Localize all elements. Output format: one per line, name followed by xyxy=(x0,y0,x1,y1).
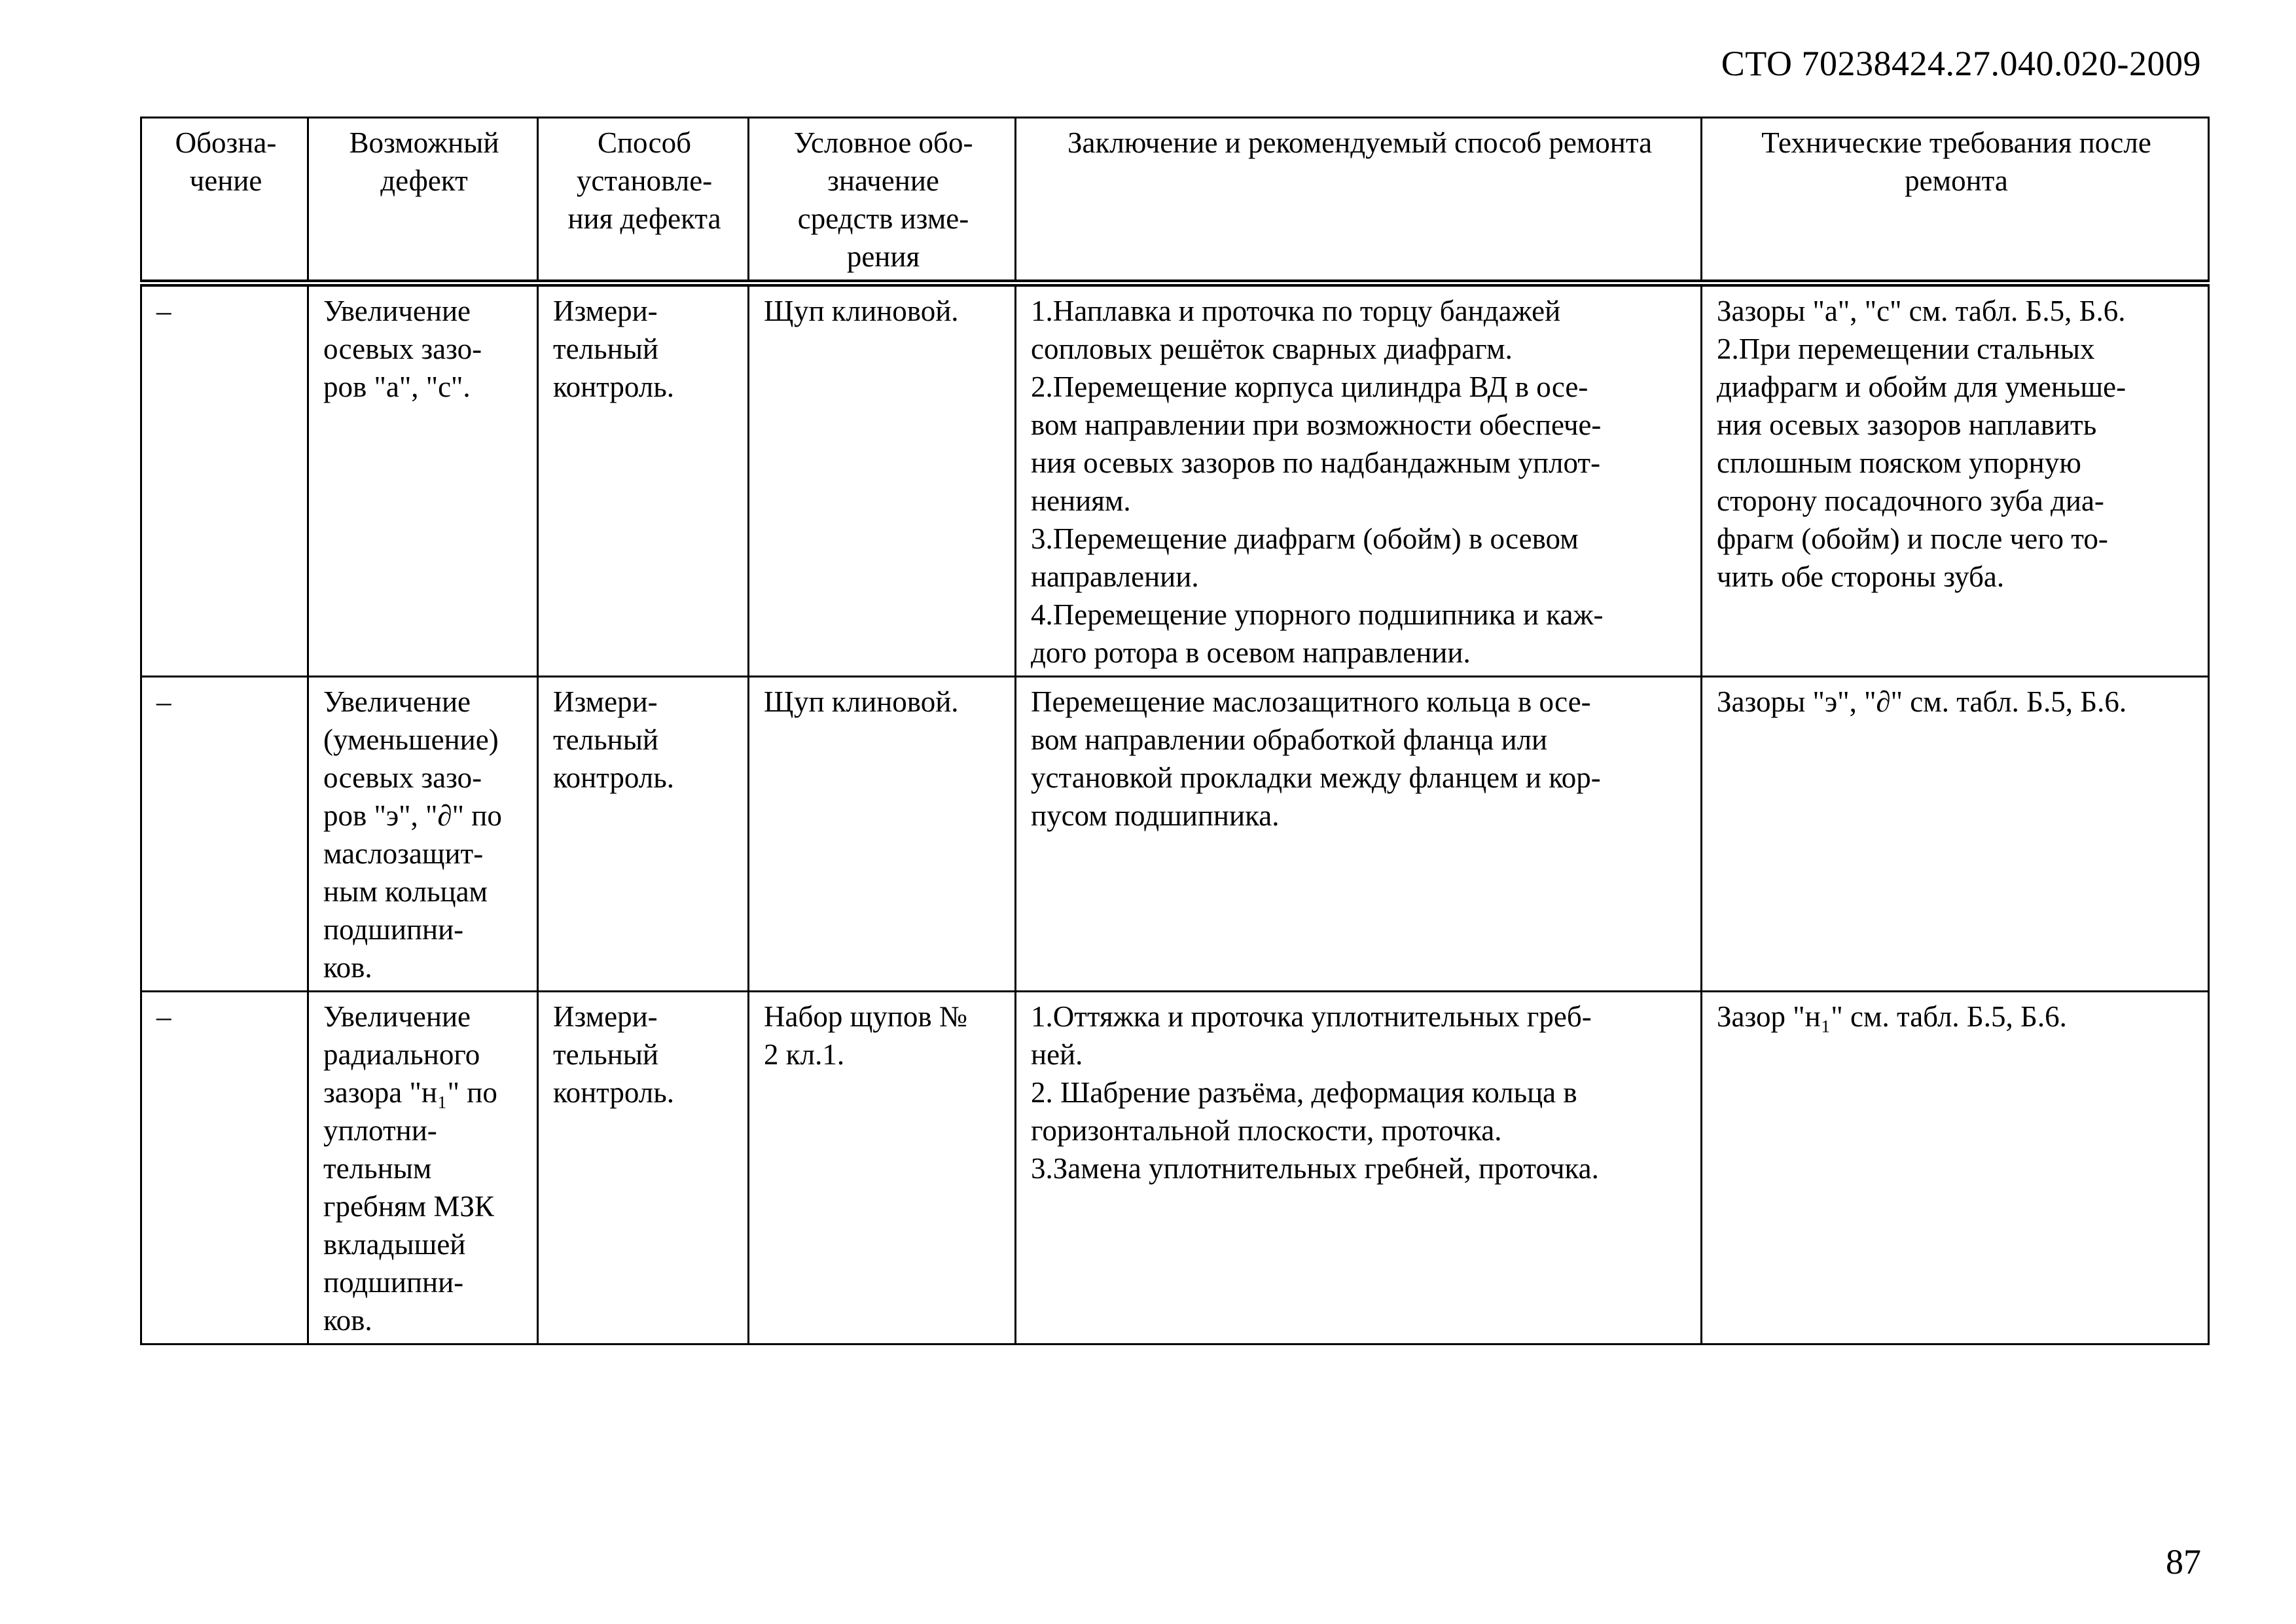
document-code: СТО 70238424.27.040.020-2009 xyxy=(1721,44,2201,83)
cell-repair-method: Перемещение маслозащитного кольца в осе- вом направлении обработкой фланца или установкой прокладки между фланцем и кор- пусом подшипника. xyxy=(1016,677,1702,992)
column-header-repair-method: Заключение и рекомендуемый способ ремонта xyxy=(1016,118,1702,283)
cell-measuring-instrument: Щуп клиновой. xyxy=(749,677,1016,992)
cell-repair-method: 1.Оттяжка и проточка уплотнительных греб- ней. 2. Шабрение разъёма, деформация кольца в горизонтальной плоскости, проточка. 3.Замена уплотнительных гребней, проточка. xyxy=(1016,992,1702,1344)
cell-defect: Увеличение (уменьшение) осевых зазо- ров "э", "∂" по маслозащит- ным кольцам подшипни- ков. xyxy=(308,677,538,992)
cell-requirements: Зазор "н₁" см. табл. Б.5, Б.6. xyxy=(1702,992,2209,1344)
cell-designation: – xyxy=(141,677,308,992)
page-number: 87 xyxy=(2166,1542,2201,1581)
cell-defect: Увеличение осевых зазо- ров "а", "с". xyxy=(308,283,538,677)
table-row xyxy=(141,677,2209,992)
cell-designation: – xyxy=(141,992,308,1344)
defects-table xyxy=(140,117,2210,1345)
cell-detection-method: Измери- тельный контроль. xyxy=(538,992,749,1344)
column-header-requirements: Технические требования после ремонта xyxy=(1702,118,2209,283)
column-header-defect: Возможный дефект xyxy=(308,118,538,283)
table-row xyxy=(141,283,2209,677)
cell-measuring-instrument: Набор щупов № 2 кл.1. xyxy=(749,992,1016,1344)
cell-defect: Увеличение радиального зазора "н₁" по уплотни- тельным гребням МЗК вкладышей подшипни- ков. xyxy=(308,992,538,1344)
column-header-designation: Обозна- чение xyxy=(141,118,308,283)
cell-requirements: Зазоры "а", "с" см. табл. Б.5, Б.6. 2.При перемещении стальных диафрагм и обойм для уменьше- ния осевых зазоров наплавить сплошным пояском упорную сторону посадочного зуба диа- фрагм (обойм) и после чего то- чить обе стороны зуба. xyxy=(1702,283,2209,677)
column-header-measuring-instrument: Условное обо- значение средств изме- рения xyxy=(749,118,1016,283)
table-header-row xyxy=(141,118,2209,283)
cell-repair-method: 1.Наплавка и проточка по торцу бандажей сопловых решёток сварных диафрагм. 2.Перемещение корпуса цилиндра ВД в осе- вом направлении при возможности обеспече- ния осевых зазоров по надбандажным уплот- нениям. 3.Перемещение диафрагм (обойм) в осевом направлении. 4.Перемещение упорного подшипника и каж- дого ротора в осевом направлении. xyxy=(1016,283,1702,677)
cell-requirements: Зазоры "э", "∂" см. табл. Б.5, Б.6. xyxy=(1702,677,2209,992)
cell-detection-method: Измери- тельный контроль. xyxy=(538,283,749,677)
cell-designation: – xyxy=(141,283,308,677)
cell-detection-method: Измери- тельный контроль. xyxy=(538,677,749,992)
cell-measuring-instrument: Щуп клиновой. xyxy=(749,283,1016,677)
column-header-detection-method: Способ установле- ния дефекта xyxy=(538,118,749,283)
table-row xyxy=(141,992,2209,1344)
